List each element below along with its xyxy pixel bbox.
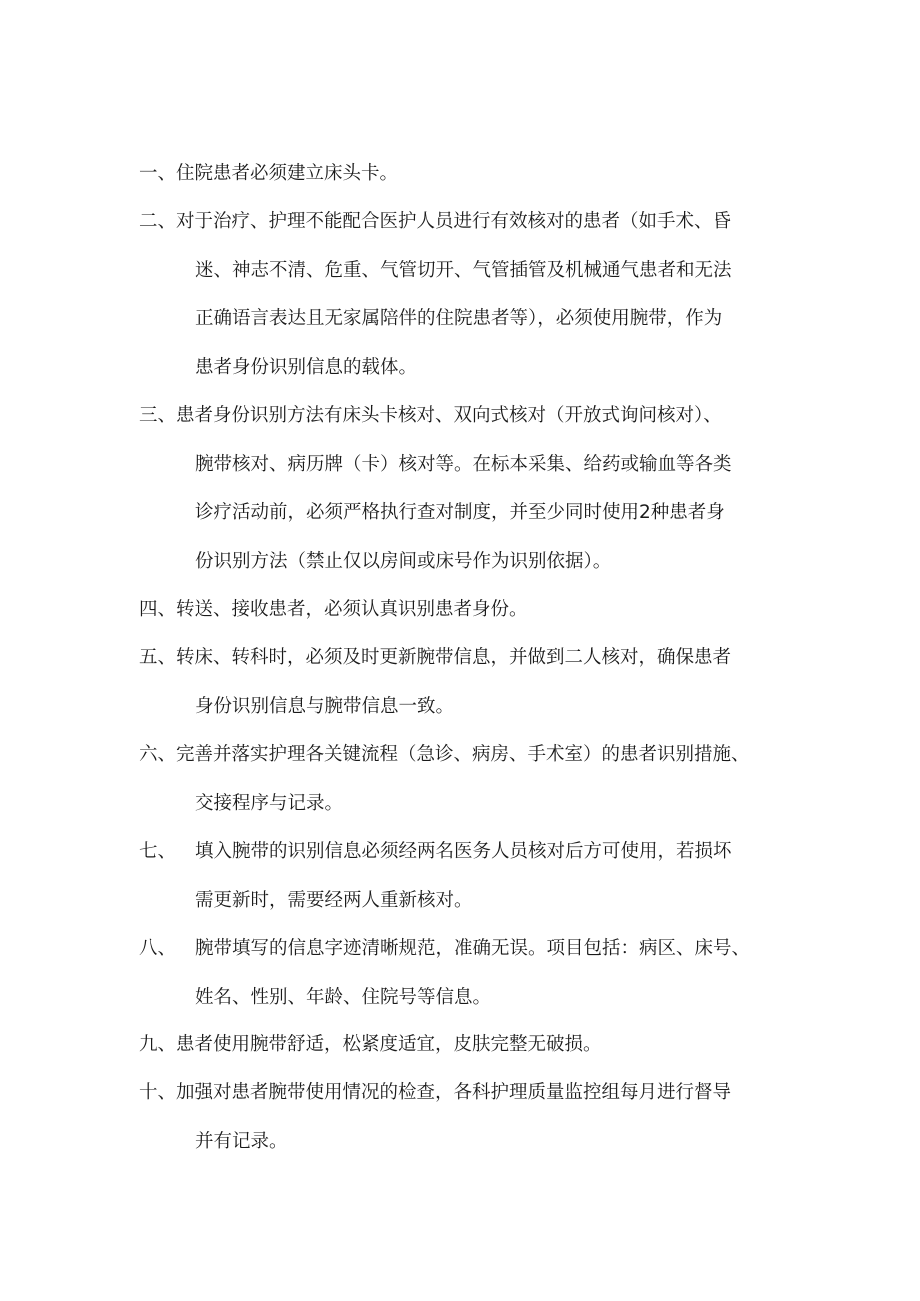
list-item bbox=[0, 634, 920, 731]
list-item bbox=[0, 586, 920, 635]
list-item bbox=[0, 1021, 920, 1070]
item-marker: 九、 bbox=[139, 1034, 177, 1055]
list-item bbox=[0, 828, 920, 925]
item-text-line: 份识别方法（禁止仅以房间或床号作为识别依据）。 bbox=[195, 550, 612, 572]
item-text-line: 完善并落实护理各关键流程（急诊、病房、手术室）的患者识别措施、 bbox=[176, 744, 750, 765]
item-marker: 七、 bbox=[139, 841, 177, 862]
item-marker: 十、 bbox=[139, 1082, 177, 1103]
item-marker: 三、 bbox=[139, 405, 177, 426]
item-text-line: 患者身份识别方法有床头卡核对、双向式核对（开放式询问核对）、 bbox=[176, 405, 722, 426]
list-item bbox=[0, 392, 920, 586]
item-text-line: 迷、神志不清、危重、气管切开、气管插管及机械通气患者和无法 bbox=[195, 259, 732, 281]
list-item bbox=[0, 731, 920, 828]
list-item bbox=[0, 198, 920, 392]
item-text-line: 转床、转科时，必须及时更新腕带信息，并做到二人核对，确保患者 bbox=[176, 647, 732, 668]
item-marker: 四、 bbox=[139, 599, 177, 620]
item-text-line: 姓名、性别、年龄、住院号等信息。 bbox=[195, 986, 492, 1008]
item-text-line: 诊疗活动前，必须严格执行查对制度，并至少同时使用2种患者身 bbox=[195, 502, 725, 524]
item-text-line: 正确语言表达且无家属陪伴的住院患者等），必须使用腕带，作为 bbox=[195, 308, 723, 330]
item-text-line: 腕带填写的信息字迹清晰规范，准确无误。项目包括：病区、床号、 bbox=[195, 938, 751, 959]
item-text-line: 腕带核对、病历牌（卡）核对等。在标本采集、给药或输血等各类 bbox=[195, 453, 732, 475]
list-item bbox=[0, 925, 920, 1022]
item-text-line: 转送、接收患者，必须认真识别患者身份。 bbox=[176, 599, 528, 620]
item-text-line: 对于治疗、护理不能配合医护人员进行有效核对的患者（如手术、昏 bbox=[176, 211, 732, 232]
item-text-line: 需更新时，需要经两人重新核对。 bbox=[195, 889, 473, 911]
item-text-line: 患者身份识别信息的载体。 bbox=[195, 356, 418, 378]
item-text-line: 身份识别信息与腕带信息一致。 bbox=[195, 695, 455, 717]
item-marker: 一、 bbox=[139, 163, 177, 184]
item-text-line: 交接程序与记录。 bbox=[195, 792, 344, 814]
item-marker: 二、 bbox=[139, 211, 177, 232]
item-text-line: 加强对患者腕带使用情况的检查，各科护理质量监控组每月进行督导 bbox=[176, 1082, 732, 1103]
item-text-line: 并有记录。 bbox=[195, 1130, 288, 1152]
list-item bbox=[0, 150, 920, 199]
item-text-line: 患者使用腕带舒适，松紧度适宜，皮肤完整无破损。 bbox=[176, 1034, 602, 1055]
item-marker: 五、 bbox=[139, 647, 177, 668]
list-item bbox=[0, 1069, 920, 1166]
item-marker: 六、 bbox=[139, 744, 177, 765]
item-text-line: 填入腕带的识别信息必须经两名医务人员核对后方可使用，若损坏 bbox=[195, 841, 732, 862]
item-marker: 八、 bbox=[139, 938, 177, 959]
item-text-line: 住院患者必须建立床头卡。 bbox=[176, 163, 399, 184]
